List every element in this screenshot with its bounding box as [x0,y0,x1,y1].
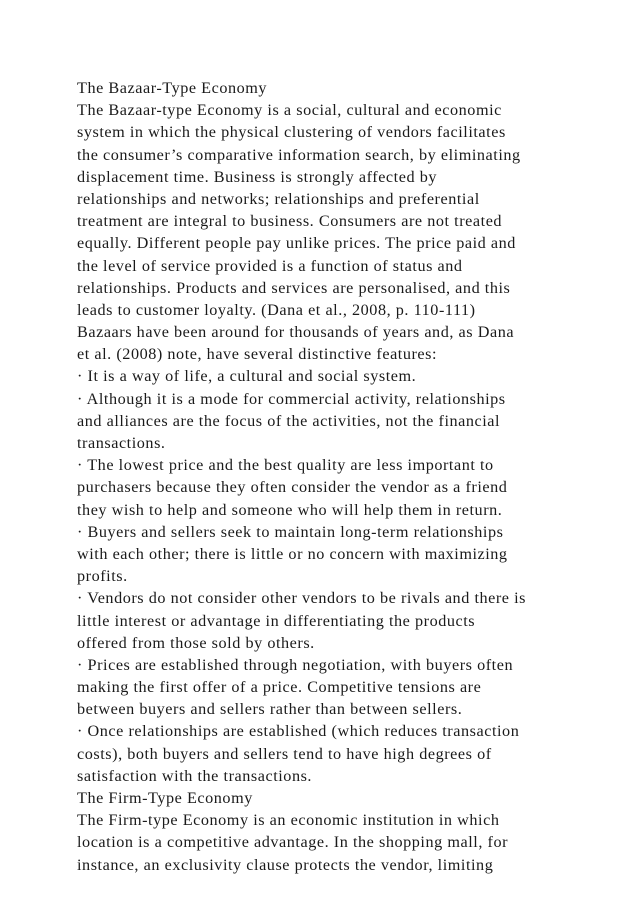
bullet-line: little interest or advantage in differentiating the products [77,611,476,630]
bullet-line: · Buyers and sellers seek to maintain long-term relationships [77,522,504,541]
bullet-line: with each other; there is little or no concern with maximizing [77,544,508,563]
bullet-line: · The lowest price and the best quality are less important to [77,456,494,475]
bullet-line: they wish to help and someone who will help them in return. [77,500,503,519]
paragraph-line: et al. (2008) note, have several distinctive features: [77,345,438,364]
bullet-line: · Although it is a mode for commercial activity, relationships [77,389,506,408]
bullet-line: · It is a way of life, a cultural and social system. [77,367,417,386]
paragraph-line: location is a competitive advantage. In the shopping mall, for [77,833,509,852]
section-heading-firm: The Firm-Type Economy [77,789,253,807]
paragraph-line: relationships. Products and services are personalised, and this [77,278,511,297]
section-heading-bazaar: The Bazaar-Type Economy [77,79,268,97]
paragraph-line: relationships and networks; relationships and preferential [77,189,480,208]
paragraph-line: the consumer’s comparative information search, by eliminating [77,145,521,164]
bullet-line: and alliances are the focus of the activities, not the financial [77,411,501,430]
paragraph-line: the level of service provided is a function of status and [77,256,463,275]
paragraph-line: treatment are integral to business. Consumers are not treated [77,212,503,231]
bullet-line: · Prices are established through negotiation, with buyers often [77,655,514,674]
bullet-line: costs), both buyers and sellers tend to have high degrees of [77,744,492,763]
bullet-line: purchasers because they often consider the vendor as a friend [77,478,508,497]
paragraph-line: The Bazaar-type Economy is a social, cultural and economic [77,101,502,120]
paragraph-line: displacement time. Business is strongly affected by [77,167,437,186]
bullet-line: between buyers and sellers rather than between sellers. [77,700,463,719]
bullet-line: satisfaction with the transactions. [77,766,313,785]
bullet-line: · Vendors do not consider other vendors to be rivals and there is [77,589,527,608]
bullet-line: making the first offer of a price. Competitive tensions are [77,678,482,697]
paragraph-line: equally. Different people pay unlike prices. The price paid and [77,234,516,253]
bullet-line: · Once relationships are established (which reduces transaction [77,722,520,741]
paragraph-line: Bazaars have been around for thousands of years and, as Dana [77,323,515,342]
paragraph-line: instance, an exclusivity clause protects the vendor, limiting [77,855,494,874]
bullet-line: profits. [77,567,128,586]
bullet-line: offered from those sold by others. [77,633,315,652]
paragraph-line: leads to customer loyalty. (Dana et al., 2008, p. 110-111) [77,300,476,319]
paragraph-line: The Firm-type Economy is an economic institution in which [77,811,500,830]
bullet-line: transactions. [77,434,166,452]
paragraph-line: system in which the physical clustering of vendors facilitates [77,123,506,142]
document-text [77,77,622,876]
